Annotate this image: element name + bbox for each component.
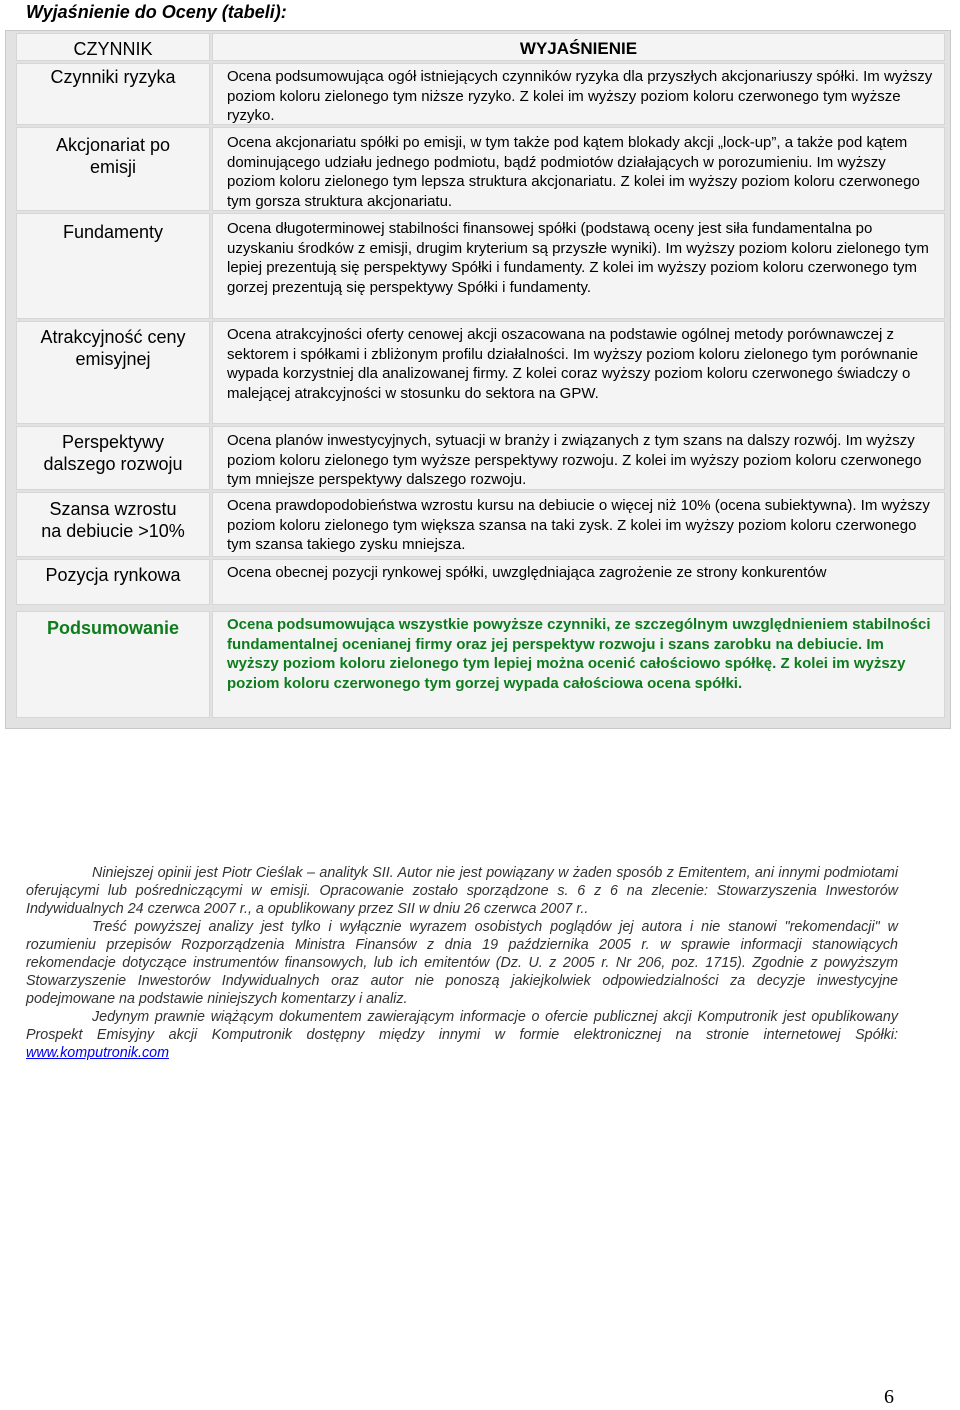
page-heading: Wyjaśnienie do Oceny (tabeli): bbox=[26, 2, 287, 22]
page-number: 6 bbox=[884, 1386, 894, 1408]
table-row-explanation bbox=[212, 63, 945, 125]
explanation-text: Ocena atrakcyjności oferty cenowej akcji oszacowana na podstawie ogólnej metody porównawczej z sektorem i spółkami i zbliżonym profilu działalności. Im wyższy poziom koloru zielonego tym porównanie wypada korzystniej dla analizowanej firmy. Z kolei coraz wyższy poziom koloru czerwonego świadczy o malejącej atrakcyjności w stosunku do sektora na GPW. bbox=[227, 326, 919, 402]
explanation-text: Ocena podsumowująca ogół istniejących czynników ryzyka dla przyszłych akcjonariuszy spółki. Im wyższy poziom koloru zielonego tym niższe ryzyko. Z kolei im wyższy poziom koloru czerwonego tym wyższe ryzyko. bbox=[227, 68, 933, 125]
factor-label: Pozycja rynkowa bbox=[45, 565, 181, 585]
table-row-factor bbox=[16, 492, 210, 557]
table-row-explanation bbox=[212, 213, 945, 319]
table-row-factor bbox=[16, 426, 210, 490]
factor-label: Perspektywy dalszego rozwoju bbox=[43, 432, 183, 474]
disclaimer-prospectus bbox=[26, 1008, 898, 1062]
table-row-factor bbox=[16, 127, 210, 211]
disclaimer bbox=[26, 864, 898, 1062]
disclaimer-legal: Treść powyższej analizy jest tylko i wyłącznie wyrazem osobistych poglądów jej autora i nie stanowi "rekomendacji" w rozumieniu przepisów Rozporządzenia Ministra Finansów z dnia 19 października 2005 r. w sprawie informacji stanowiących rekomendacje dotyczące instrumentów finansowych, lub ich emitentów (Dz. U. z 2005 r. Nr 206, poz. 1715). Zgodnie z powyższym Stowarzyszenie Inwestorów Indywidualnych oraz autor nie ponoszą jakiejkolwiek odpowiedzialności za decyzje inwestycyjne podejmowane na podstawie niniejszych komentarzy i analiz. bbox=[26, 919, 898, 1007]
table-summary-explanation bbox=[212, 611, 945, 718]
factor-label: Atrakcyjność ceny emisyjnej bbox=[40, 327, 186, 369]
table-row-explanation bbox=[212, 492, 945, 557]
table-row-explanation bbox=[212, 127, 945, 211]
prospectus-text: Jedynym prawnie wiążącym dokumentem zawierającym informacje o ofercie publicznej akcji Komputronik jest opublikowany Prospekt Emisyjny akcji Komputronik dostępny między innymi w formie elektronicznej na stronie internetowej Spółki: bbox=[26, 1009, 898, 1043]
table-row-explanation bbox=[212, 426, 945, 490]
header-factor-label: CZYNNIK bbox=[73, 39, 153, 59]
table-header-explanation bbox=[212, 33, 945, 61]
explanation-text: Ocena planów inwestycyjnych, sytuacji w branży i związanych z tym szans na dalszy rozwój. Im wyższy poziom koloru zielonego tym wyższe perspektywy rozwoju. Z kolei im wyższy poziom koloru czerwonego tym mniejsze perspektywy dalszego rozwoju. bbox=[227, 432, 922, 489]
explanation-text: Ocena obecnej pozycji rynkowej spółki, uwzględniająca zagrożenie ze strony konkurentów bbox=[227, 564, 827, 581]
table-row-explanation bbox=[212, 559, 945, 605]
table-summary-factor bbox=[16, 611, 210, 718]
explanation-table bbox=[5, 30, 951, 729]
table-row-factor bbox=[16, 321, 210, 424]
summary-label: Podsumowanie bbox=[46, 618, 180, 638]
summary-text: Ocena podsumowująca wszystkie powyższe czynniki, ze szczególnym uwzględnieniem stabilności fundamentalnej ocenianej firmy oraz jej perspektyw rozwoju i szans zarobku na debiucie. Im wyższy poziom koloru zielonego tym lepiej można ocenić całościowo spółkę. Z kolei im wyższy poziom koloru czerwonego tym gorzej wypada całościowa ocena spółki. bbox=[227, 616, 931, 692]
table-row-factor bbox=[16, 559, 210, 605]
explanation-text: Ocena prawdopodobieństwa wzrostu kursu na debiucie o więcej niż 10% (ocena subiektywna). Im wyższy poziom koloru zielonego tym większa szansa na taki zysk. Z kolei im wyższy poziom koloru czerwonego tym szansa takiego zysku mniejsza. bbox=[227, 497, 930, 554]
factor-label: Czynniki ryzyka bbox=[50, 67, 176, 87]
factor-label: Fundamenty bbox=[62, 222, 164, 242]
table-row-explanation bbox=[212, 321, 945, 424]
explanation-text: Ocena długoterminowej stabilności finansowej spółki (podstawą oceny jest siła fundamentalna po uzyskaniu środków z emisji, drugim kryterium są przyszłe wyniki). Im wyższy poziom koloru zielonego tym lepiej prezentują się perspektywy Spółki i fundamenty. Z kolei im wyższy poziom koloru czerwonego tym gorzej prezentują się perspektywy Spółki i fundamenty. bbox=[227, 220, 929, 296]
header-explanation-label: WYJAŚNIENIE bbox=[519, 39, 638, 58]
disclaimer-author: Niniejszej opinii jest Piotr Cieślak – analityk SII. Autor nie jest powiązany w żaden sposób z Emitentem, ani innymi podmiotami oferującymi lub pośredniczącymi w emisji. Opracowanie zostało sporządzone s. 6 z 6 na zlecenie: Stowarzyszenia Inwestorów Indywidualnych 24 czerwca 2007 r., a opublikowany przez SII w dniu 26 czerwca 2007 r.. bbox=[26, 865, 898, 917]
company-website-link[interactable]: www.komputronik.com bbox=[26, 1045, 170, 1061]
explanation-text: Ocena akcjonariatu spółki po emisji, w tym także pod kątem blokady akcji „lock-up”, a także pod kątem dominującego udziału jednego podmiotu, bądź podmiotów działających w porozumieniu. Im wyższy poziom koloru zielonego tym lepsza struktura akcjonariatu. Z kolei im wyższy poziom koloru czerwonego tym gorsza struktura akcjonariatu. bbox=[227, 134, 920, 210]
table-row-factor bbox=[16, 213, 210, 319]
factor-label: Akcjonariat po emisji bbox=[55, 135, 171, 177]
factor-label: Szansa wzrostu na debiucie >10% bbox=[41, 499, 185, 541]
table-row-factor bbox=[16, 63, 210, 125]
table-header-factor bbox=[16, 33, 210, 61]
